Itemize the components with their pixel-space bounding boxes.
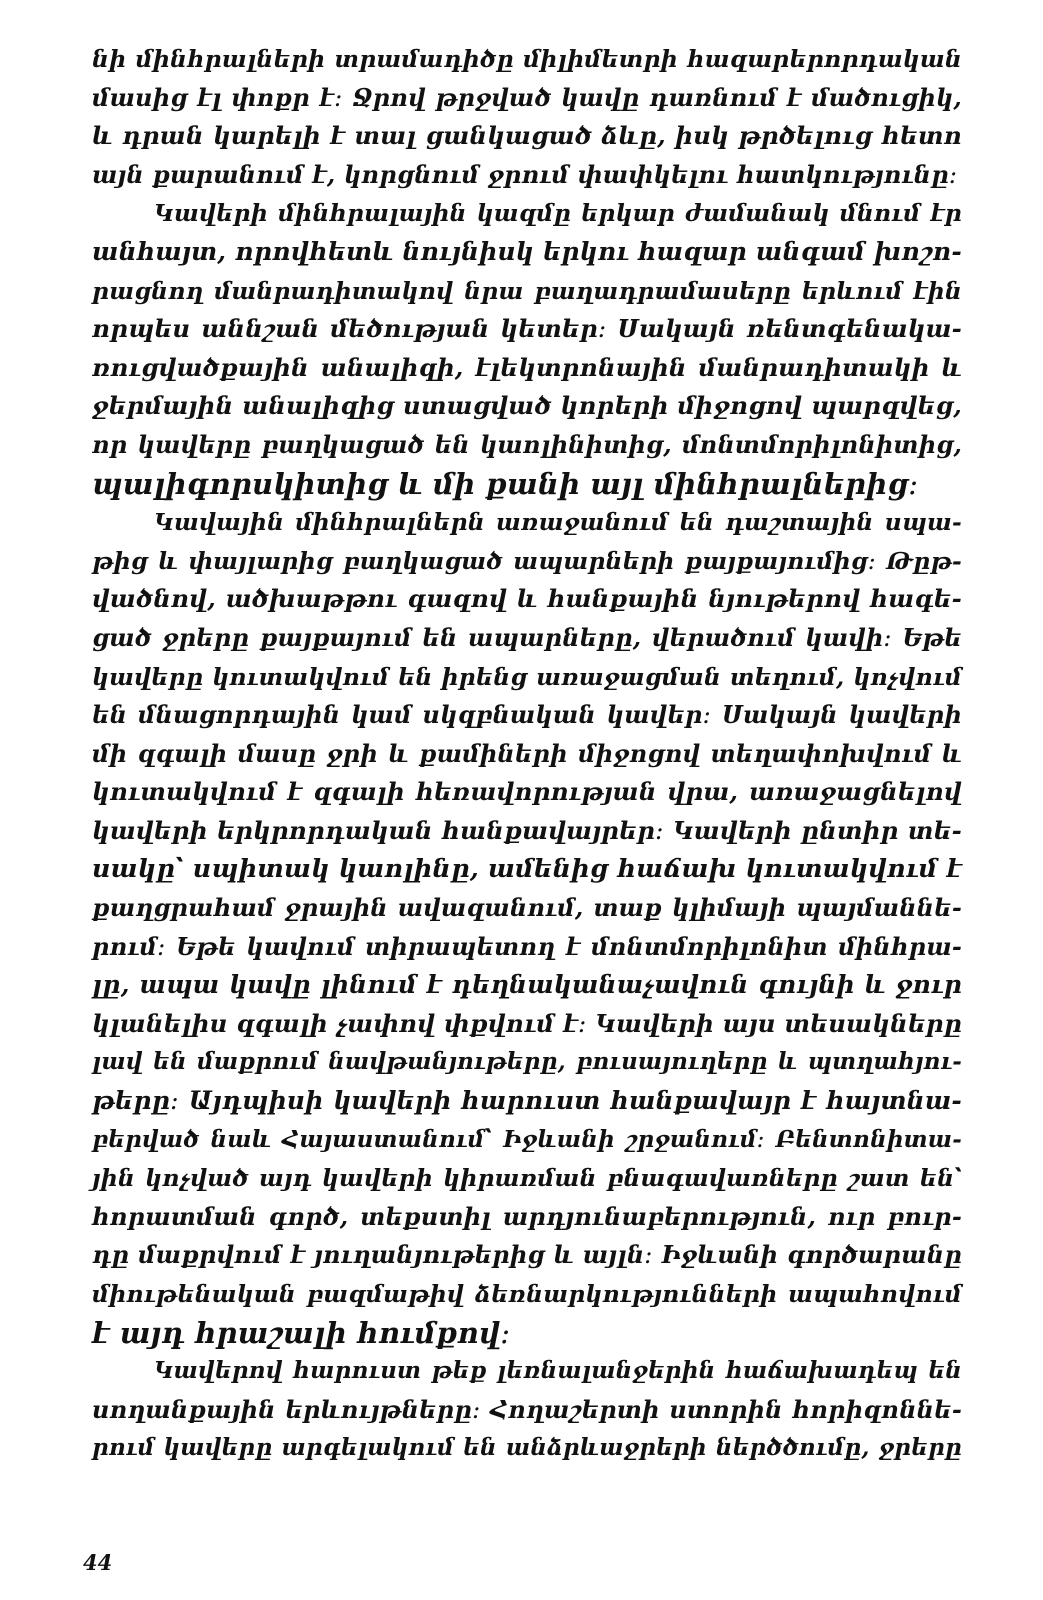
text-line: ռուցվածքային անալիզի, էլեկտրոնային մանրադիտակի և [92,352,962,382]
text-line: պալիգորսկիտից և մի քանի այլ մինհրալներից։ [92,466,919,501]
text-line: թից և փայլարից բաղկացած ապարների քայքայումից։ Թըթ- [92,546,962,575]
text-line: է այդ հրաշալի հումքով։ [92,1315,511,1350]
text-line: ցած ջրերը քայքայում են ապարները, վերածում կավի։ Եթե [92,622,962,652]
text-line: յին կոչված այդ կավերի կիրառման բնագավառները շատ են՝ [92,1164,962,1193]
text-line: թերը։ Այդպիսի կավերի հարուստ հանքավայր է հայտնա- [92,1086,962,1116]
text-line: սողանքային երևույթները։ Հողաշերտի ստորին հորիզոննե- [92,1394,962,1424]
text-line: րում։ Եթե կավում տիրապետող է մոնտմորիլոնիտ մինհրա- [92,931,962,961]
text-line: որ կավերը բաղկացած են կաոլինիտից, մոնտմորիլոնիտից, [92,429,962,459]
paragraph [92,503,962,1352]
text-line: հորատման գործ, տեքստիլ արդյունաբերություն, ուր բուր- [92,1201,962,1231]
body-text [92,40,962,1468]
text-line: Կավերի մինհրալային կազմը երկար ժամանակ մնում էր [154,199,962,228]
text-line: դը մաքրվում է յուղանյութերից և այլն։ Իջևանի գործարանը [92,1240,962,1270]
text-line: մի զգալի մասը ջրի և քամիների միջոցով տեղափոխվում և [92,738,962,768]
text-line: բերված նաև Հայաստանում՝ Իջևանի շրջանում։ Բենտոնիտա- [92,1125,962,1153]
text-line: լավ են մաքրում նավթանյութերը, բուսայուղերը և պտղահյու- [92,1048,962,1076]
paragraph [92,1352,962,1468]
page-number: 44 [83,1550,113,1575]
text-line: վածնով, ածխաթթու գազով և հանքային նյութերով հագե- [92,584,962,614]
text-line: քաղցրահամ ջրային ավազանում, տաք կլիմայի պայմաննե- [92,893,962,923]
text-line: կավերը կուտակվում են իրենց առաջացման տեղում, կոչվում [92,662,962,691]
text-line: Կավային մինհրալներն առաջանում են դաշտային սպա- [154,508,962,537]
text-line: կավերի երկրորդական հանքավայրեր։ Կավերի ընտիր տե- [92,815,962,845]
paragraph [92,194,962,503]
text-line: անհայտ, որովհետև նույնիսկ երկու հազար անգամ խոշո- [92,236,962,266]
text-line: սակը՝ սպիտակ կաոլինը, ամենից հաճախ կուտակվում է [92,854,962,885]
text-line: մասից էլ փոքր է։ Ջրով թրջված կավը դառնում է մածուցիկ, [92,82,962,112]
text-line: որպես աննշան մեծության կետեր։ Սակայն ռենտգենակա- [92,314,962,344]
text-line: միութենական բազմաթիվ ձեռնարկությունների ապահովում [92,1280,962,1308]
text-line: են մնացորդային կամ սկզբնական կավեր։ Սակայն կավերի [92,700,962,730]
paragraph [92,40,962,194]
text-line: և դրան կարելի է տալ ցանկացած ձևը, իսկ թրծելուց հետո [92,121,962,151]
text-line: րացնող մանրադիտակով նրա բաղադրամասերը երևում էին [92,276,962,305]
text-line: Կավերով հարուստ թեք լեռնալանջերին հաճախադեպ են [154,1357,962,1385]
text-line: կլանելիս զգալի չափով փքվում է։ Կավերի այս տեսակները [92,1008,962,1038]
text-line: լը, ապա կավը լինում է դեղնականաչավուն գույնի և ջուր [92,970,962,1000]
text-line: նի մինհրալների տրամադիծը միլիմետրի հազարերորդական [92,45,962,73]
text-line: այն քարանում է, կորցնում ջրում փափկելու հատկությունը։ [92,159,958,189]
text-line: րում կավերը արգելակում են անձրևաջրերի ներծծումը, ջրերը [92,1434,962,1462]
text-line: ջերմային անալիզից ստացված կորերի միջոցով պարզվեց, [92,391,962,421]
text-line: կուտակվում է զգալի հեռավորության վրա, առաջացնելով [92,777,962,807]
